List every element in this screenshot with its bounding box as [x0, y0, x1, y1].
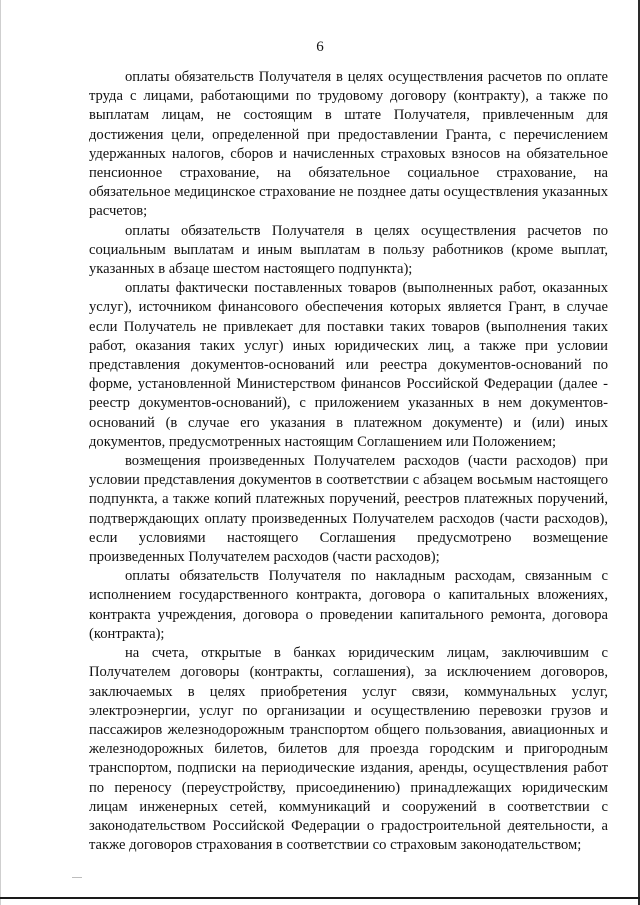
page-number: 6	[316, 39, 324, 55]
scan-edge-left	[0, 0, 1, 905]
scan-artifact	[72, 877, 82, 878]
paragraph-expense-reimbursement: возмещения произведенных Получателем расходов (части расходов) при условии представления документов в соответствии с абзацем восьмым настоящего подпункта, а также копий платежных поручений, реестров платежных поручений, подтверждающих оплату произведенных Получателем расходов (части расходов), если условиями настоящего Соглашения предусмотрено возмещение произведенных Получателем расходов (части расходов);	[89, 453, 608, 566]
scan-edge-bottom	[0, 897, 640, 899]
document-body	[89, 68, 608, 855]
paragraph-social-payments: оплаты обязательств Получателя в целях осуществления расчетов по социальным выплатам и иным выплатам в пользу работников (кроме выплат, указанных в абзаце шестом настоящего подпункта);	[89, 222, 608, 278]
paragraph-overhead-expenses: оплаты обязательств Получателя по накладным расходам, связанным с исполнением государственного контракта, договора о капитальных вложениях, контракта учреждения, договора о проведении капитального ремонта, договора (контракта);	[89, 568, 608, 642]
paragraph-labor-payments: оплаты обязательств Получателя в целях осуществления расчетов по оплате труда с лицами, работающими по трудовому договору (контракту), а также по выплатам лицам, не состоящим в штате Получателя, привлеченным для достижения цели, определенной при предоставлении Гранта, с перечислением удержанных налогов, сборов и начисленных страховых взносов на обязательное пенсионное страхование, на обязательное социальное страхование, на обязательное медицинское страхование не позднее даты осуществления указанных расчетов;	[89, 69, 608, 220]
paragraph-bank-accounts: на счета, открытые в банках юридическим лицам, заключившим с Получателем договоры (контракты, соглашения), за исключением договоров, заключаемых в целях приобретения услуг связи, коммунальных услуг, электроэнергии, услуг по организации и осуществлению перевозки грузов и пассажиров железнодорожным транспортом общего пользования, авиационных и железнодорожных билетов, билетов для проезда городским и пригородным транспортом, подписки на периодические издания, аренды, осуществления работ по переносу (переустройству, присоединению) принадлежащих юридическим лицам инженерных сетей, коммуникаций и сооружений в соответствии с законодательством Российской Федерации о градостроительной деятельности, а также договоров страхования в соответствии со страховым законодательством;	[89, 645, 608, 854]
paragraph-goods-payments: оплаты фактически поставленных товаров (выполненных работ, оказанных услуг), источником финансового обеспечения которых является Грант, в случае если Получатель не привлекает для поставки таких товаров (выполнения таких работ, оказания таких услуг) иных юридических лиц, а также при условии представления документов-оснований или реестра документов-оснований по форме, установленной Министерством финансов Российской Федерации (далее - реестр документов-оснований), с приложением указанных в нем документов-оснований (в случае его указания в платежном документе) и (или) иных документов, предусмотренных настоящим Соглашением или Положением;	[89, 280, 608, 450]
